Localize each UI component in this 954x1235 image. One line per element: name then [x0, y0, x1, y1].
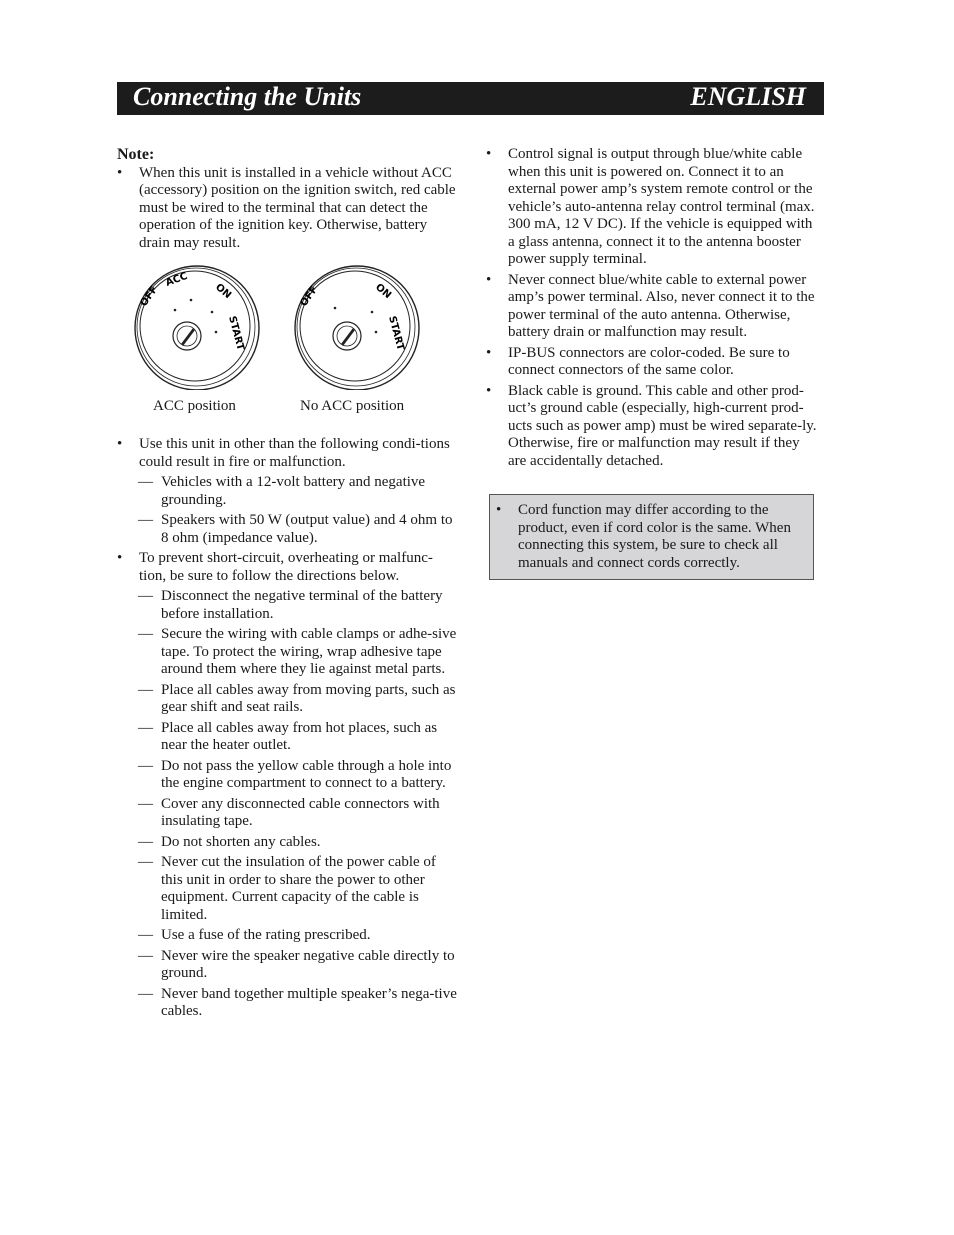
on-label-1: ON: [213, 281, 234, 302]
language-label: ENGLISH: [690, 82, 806, 111]
bullet-short-circuit: • To prevent short-circuit, overheating or malfunc-tion, be sure to follow the directions below.: [117, 550, 457, 585]
dash-item: — Use a fuse of the rating prescribed.: [117, 927, 457, 945]
start-label-2: START: [386, 314, 406, 352]
note-heading: Note:: [117, 146, 155, 163]
caption-no-acc-position: No ACC position: [300, 398, 405, 414]
bullet-blue-white-cable: • Never connect blue/white cable to external power amp’s power terminal. Also, never connect it to the power terminal of the auto antenna. Otherwise, battery drain or malfunction may result.: [486, 272, 820, 342]
dash-item: — Cover any disconnected cable connectors with insulating tape.: [117, 796, 457, 831]
bullet-control-signal: • Control signal is output through blue/white cable when this unit is powered on. Connect it to an external power amp’s system remote control or the vehicle’s auto-antenna relay control terminal (max. 300 mA, 12 V DC). If the vehicle is equipped with a glass antenna, connect it to the antenna booster power supply terminal.: [486, 146, 820, 269]
dash-item: — Do not shorten any cables.: [117, 834, 457, 852]
bullet-ground-cable: • Black cable is ground. This cable and other prod-uct’s ground cable (especially, high-current prod-ucts such as power amp) must be wired separate-ly. Otherwise, fire or malfunction may result if they are accidentally detached.: [486, 383, 820, 471]
no-acc-switch: [295, 266, 419, 390]
start-label-1: START: [226, 314, 246, 352]
dash-item: — Secure the wiring with cable clamps or adhe-sive tape. To protect the wiring, wrap adhesive tape around them where they lie against metal parts.: [117, 626, 457, 679]
bullet-acc-wiring: • When this unit is installed in a vehicle without ACC (accessory) position on the ignition switch, red cable must be wired to the terminal that can detect the operation of the ignition key. Otherwise, battery drain may result.: [117, 165, 457, 253]
dash-item: — Place all cables away from moving parts, such as gear shift and seat rails.: [117, 682, 457, 717]
bullet-conditions: • Use this unit in other than the following condi-tions could result in fire or malfunction.: [117, 436, 457, 471]
dash-item: — Vehicles with a 12-volt battery and negative grounding.: [117, 474, 457, 509]
off-label-2: OFF: [298, 284, 321, 309]
bullet-ip-bus: • IP-BUS connectors are color-coded. Be sure to connect connectors of the same color.: [486, 345, 820, 380]
on-label-2: ON: [373, 281, 394, 302]
dash-item: — Speakers with 50 W (output value) and 4 ohm to 8 ohm (impedance value).: [117, 512, 457, 547]
acc-label: ACC: [164, 270, 190, 289]
right-column: [486, 146, 820, 473]
off-label-1: OFF: [138, 284, 161, 309]
acc-switch: [135, 266, 259, 390]
section-title: Connecting the Units: [133, 82, 362, 111]
dash-item: — Do not pass the yellow cable through a hole into the engine compartment to connect to a battery.: [117, 758, 457, 793]
boxed-note: [489, 494, 814, 580]
left-column: [117, 146, 457, 1024]
dash-item: — Disconnect the negative terminal of the battery before installation.: [117, 588, 457, 623]
section-header: [117, 82, 824, 115]
dash-item: — Place all cables away from hot places, such as near the heater outlet.: [117, 720, 457, 755]
boxed-note-text: • Cord function may differ according to the product, even if cord color is the same. When connecting this system, be sure to check all manuals and connect cords correctly.: [496, 502, 805, 572]
dash-item: — Never cut the insulation of the power cable of this unit in order to share the power to other equipment. Current capacity of the cable is limited.: [117, 854, 457, 924]
ignition-switch-diagram: [117, 260, 457, 390]
ignition-switch-figure: [117, 260, 457, 430]
dash-item: — Never wire the speaker negative cable directly to ground.: [117, 948, 457, 983]
dash-item: — Never band together multiple speaker’s nega-tive cables.: [117, 986, 457, 1021]
caption-acc-position: ACC position: [153, 398, 236, 414]
